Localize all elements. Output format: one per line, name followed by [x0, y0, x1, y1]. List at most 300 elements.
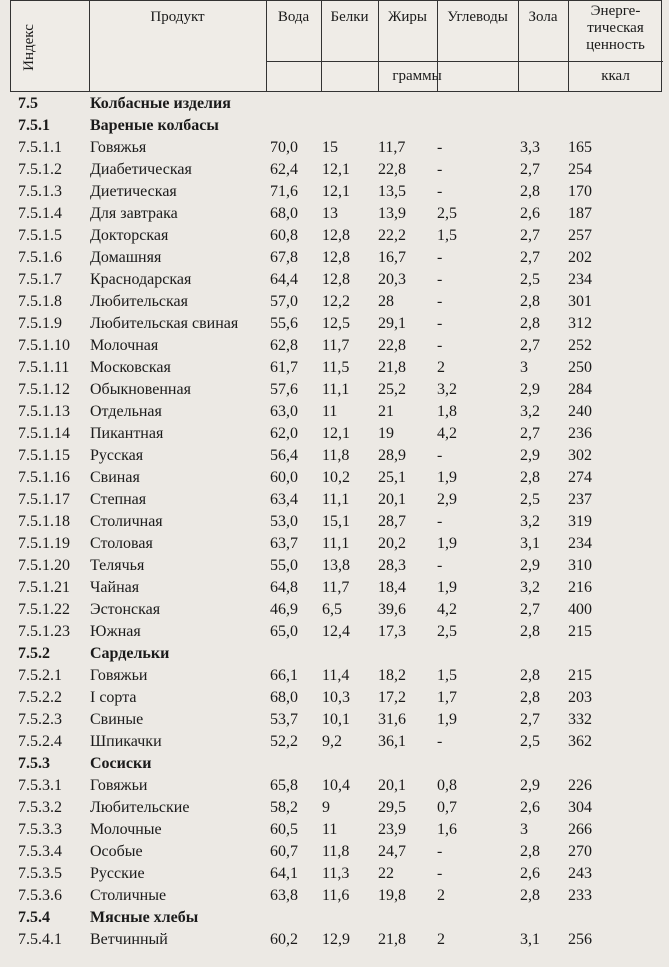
cell-protein: 11,6 — [322, 887, 350, 904]
cell-product: Столовая — [90, 535, 153, 552]
cell-index: 7.5.2.2 — [18, 689, 62, 706]
cell-ash: 2,8 — [520, 843, 540, 860]
table-row — [0, 774, 669, 796]
cell-index: 7.5.1.8 — [18, 293, 62, 310]
cell-fat: 36,1 — [378, 733, 406, 750]
cell-carbs: 1,6 — [437, 821, 457, 838]
cell-carbs: 4,2 — [437, 425, 457, 442]
cell-product: Говяжьи — [90, 667, 148, 684]
cell-ash: 2,8 — [520, 469, 540, 486]
cell-water: 46,9 — [270, 601, 298, 618]
cell-index: 7.5.1.22 — [18, 601, 70, 618]
cell-product: I сорта — [90, 689, 137, 706]
cell-carbs: - — [437, 557, 443, 574]
cell-kcal: 332 — [568, 711, 592, 728]
cell-fat: 25,2 — [378, 381, 406, 398]
cell-fat: 29,1 — [378, 315, 406, 332]
cell-protein: 12,9 — [322, 931, 350, 948]
cell-protein: 10,1 — [322, 711, 350, 728]
cell-kcal: 274 — [568, 469, 592, 486]
cell-water: 55,0 — [270, 557, 298, 574]
cell-ash: 2,7 — [520, 227, 540, 244]
cell-water: 58,2 — [270, 799, 298, 816]
cell-product: Пикантная — [90, 425, 164, 442]
cell-product: Телячья — [90, 557, 145, 574]
cell-kcal: 362 — [568, 733, 592, 750]
table-row — [0, 136, 669, 158]
table-row — [0, 598, 669, 620]
cell-kcal: 226 — [568, 777, 592, 794]
cell-index: 7.5.1.11 — [18, 359, 70, 376]
cell-carbs: - — [437, 337, 443, 354]
cell-kcal: 202 — [568, 249, 592, 266]
cell-ash: 2,5 — [520, 491, 540, 508]
cell-fat: 28,9 — [378, 447, 406, 464]
cell-kcal: 256 — [568, 931, 592, 948]
table-row — [0, 246, 669, 268]
cell-protein: 15,1 — [322, 513, 350, 530]
cell-fat: 23,9 — [378, 821, 406, 838]
cell-carbs: - — [437, 139, 443, 156]
cell-ash: 2,8 — [520, 623, 540, 640]
cell-carbs: - — [437, 447, 443, 464]
cell-kcal: 301 — [568, 293, 592, 310]
cell-water: 63,4 — [270, 491, 298, 508]
cell-carbs: - — [437, 733, 443, 750]
cell-carbs: - — [437, 271, 443, 288]
cell-ash: 3 — [520, 359, 528, 376]
cell-index: 7.5.4.1 — [18, 931, 62, 948]
cell-carbs: 0,7 — [437, 799, 457, 816]
cell-index: 7.5.1.2 — [18, 161, 62, 178]
cell-fat: 11,7 — [378, 139, 406, 156]
cell-water: 70,0 — [270, 139, 298, 156]
table-row — [0, 488, 669, 510]
cell-product: Столичная — [90, 513, 163, 530]
cell-protein: 12,1 — [322, 161, 350, 178]
cell-fat: 21,8 — [378, 359, 406, 376]
cell-carbs: 2 — [437, 359, 445, 376]
cell-index: 7.5.1.23 — [18, 623, 70, 640]
cell-water: 53,7 — [270, 711, 298, 728]
cell-product: Свиная — [90, 469, 140, 486]
cell-index: 7.5.2.4 — [18, 733, 62, 750]
cell-product: Сосиски — [90, 755, 152, 772]
cell-water: 53,0 — [270, 513, 298, 530]
cell-water: 61,7 — [270, 359, 298, 376]
cell-kcal: 266 — [568, 821, 592, 838]
table-row — [0, 444, 669, 466]
cell-carbs: 2,5 — [437, 205, 457, 222]
cell-carbs: 1,9 — [437, 469, 457, 486]
table-row — [0, 510, 669, 532]
cell-kcal: 250 — [568, 359, 592, 376]
header-carbs: Углеводы — [447, 9, 508, 25]
cell-product: Ветчинный — [90, 931, 168, 948]
section-heading — [0, 906, 669, 928]
table-row — [0, 422, 669, 444]
table-row — [0, 796, 669, 818]
cell-fat: 17,3 — [378, 623, 406, 640]
table-row — [0, 378, 669, 400]
cell-ash: 2,8 — [520, 887, 540, 904]
cell-index: 7.5.1 — [18, 117, 50, 134]
cell-product: Шпикачки — [90, 733, 162, 750]
cell-index: 7.5.3.3 — [18, 821, 62, 838]
table-row — [0, 334, 669, 356]
table-row — [0, 400, 669, 422]
cell-protein: 11,5 — [322, 359, 350, 376]
cell-fat: 21,8 — [378, 931, 406, 948]
cell-fat: 21 — [378, 403, 394, 420]
cell-protein: 11,1 — [322, 535, 350, 552]
cell-water: 66,1 — [270, 667, 298, 684]
table-row — [0, 862, 669, 884]
cell-ash: 2,5 — [520, 271, 540, 288]
cell-fat: 22,2 — [378, 227, 406, 244]
cell-carbs: 0,8 — [437, 777, 457, 794]
cell-index: 7.5.2.1 — [18, 667, 62, 684]
cell-carbs: 2,9 — [437, 491, 457, 508]
cell-water: 71,6 — [270, 183, 298, 200]
table-row — [0, 202, 669, 224]
cell-protein: 12,8 — [322, 249, 350, 266]
cell-fat: 31,6 — [378, 711, 406, 728]
cell-kcal: 215 — [568, 623, 592, 640]
cell-product: Говяжья — [90, 139, 147, 156]
cell-water: 62,8 — [270, 337, 298, 354]
cell-water: 64,4 — [270, 271, 298, 288]
cell-index: 7.5.1.18 — [18, 513, 70, 530]
cell-protein: 10,3 — [322, 689, 350, 706]
cell-kcal: 319 — [568, 513, 592, 530]
cell-kcal: 234 — [568, 535, 592, 552]
cell-fat: 18,2 — [378, 667, 406, 684]
header-ash: Зола — [528, 9, 558, 25]
cell-product: Столичные — [90, 887, 167, 904]
cell-product: Диабетическая — [90, 161, 192, 178]
cell-fat: 29,5 — [378, 799, 406, 816]
cell-product: Обыкновенная — [90, 381, 191, 398]
header-index: Индекс — [20, 23, 37, 71]
cell-product: Докторская — [90, 227, 169, 244]
cell-fat: 19,8 — [378, 887, 406, 904]
cell-carbs: 1,7 — [437, 689, 457, 706]
cell-index: 7.5.1.21 — [18, 579, 70, 596]
section-heading — [0, 752, 669, 774]
cell-ash: 2,8 — [520, 293, 540, 310]
cell-kcal: 234 — [568, 271, 592, 288]
cell-water: 60,5 — [270, 821, 298, 838]
cell-ash: 2,7 — [520, 601, 540, 618]
cell-water: 60,7 — [270, 843, 298, 860]
cell-product: Колбасные изделия — [90, 95, 231, 112]
cell-fat: 20,1 — [378, 491, 406, 508]
table-row — [0, 708, 669, 730]
cell-kcal: 187 — [568, 205, 592, 222]
cell-carbs: 3,2 — [437, 381, 457, 398]
cell-carbs: 1,5 — [437, 667, 457, 684]
cell-product: Домашняя — [90, 249, 162, 266]
cell-kcal: 304 — [568, 799, 592, 816]
cell-water: 67,8 — [270, 249, 298, 266]
cell-product: Особые — [90, 843, 143, 860]
cell-protein: 12,4 — [322, 623, 350, 640]
cell-water: 60,0 — [270, 469, 298, 486]
cell-kcal: 215 — [568, 667, 592, 684]
table-row — [0, 884, 669, 906]
cell-carbs: - — [437, 161, 443, 178]
cell-ash: 2,6 — [520, 799, 540, 816]
table-row — [0, 532, 669, 554]
cell-product: Молочная — [90, 337, 159, 354]
cell-kcal: 302 — [568, 447, 592, 464]
cell-index: 7.5.1.19 — [18, 535, 70, 552]
cell-ash: 2,6 — [520, 205, 540, 222]
table-row — [0, 818, 669, 840]
cell-protein: 11 — [322, 821, 338, 838]
table-row — [0, 620, 669, 642]
cell-index: 7.5.1.12 — [18, 381, 70, 398]
cell-water: 57,0 — [270, 293, 298, 310]
cell-kcal: 216 — [568, 579, 592, 596]
cell-water: 57,6 — [270, 381, 298, 398]
cell-kcal: 284 — [568, 381, 592, 398]
table-row — [0, 840, 669, 862]
table-header — [10, 0, 662, 92]
cell-carbs: - — [437, 865, 443, 882]
cell-carbs: - — [437, 315, 443, 332]
cell-index: 7.5 — [18, 95, 38, 112]
cell-index: 7.5.3.5 — [18, 865, 62, 882]
section-heading — [0, 92, 669, 114]
cell-fat: 22,8 — [378, 337, 406, 354]
cell-kcal: 243 — [568, 865, 592, 882]
cell-fat: 16,7 — [378, 249, 406, 266]
cell-ash: 3 — [520, 821, 528, 838]
header-kcal: ккал — [601, 68, 630, 84]
cell-product: Южная — [90, 623, 141, 640]
cell-ash: 2,5 — [520, 733, 540, 750]
cell-carbs: - — [437, 183, 443, 200]
cell-protein: 13,8 — [322, 557, 350, 574]
table-row — [0, 224, 669, 246]
cell-protein: 12,1 — [322, 183, 350, 200]
cell-water: 63,0 — [270, 403, 298, 420]
cell-fat: 25,1 — [378, 469, 406, 486]
cell-ash: 2,9 — [520, 557, 540, 574]
cell-ash: 2,8 — [520, 315, 540, 332]
cell-index: 7.5.3.6 — [18, 887, 62, 904]
cell-index: 7.5.4 — [18, 909, 50, 926]
cell-kcal: 233 — [568, 887, 592, 904]
cell-product: Любительская свиная — [90, 315, 239, 332]
cell-ash: 2,7 — [520, 337, 540, 354]
cell-index: 7.5.2.3 — [18, 711, 62, 728]
header-protein: Белки — [330, 9, 369, 25]
cell-fat: 20,3 — [378, 271, 406, 288]
cell-index: 7.5.2 — [18, 645, 50, 662]
cell-water: 60,2 — [270, 931, 298, 948]
cell-product: Свиные — [90, 711, 144, 728]
cell-carbs: - — [437, 293, 443, 310]
cell-water: 63,8 — [270, 887, 298, 904]
cell-index: 7.5.1.17 — [18, 491, 70, 508]
cell-product: Степная — [90, 491, 147, 508]
cell-kcal: 252 — [568, 337, 592, 354]
cell-product: Молочные — [90, 821, 162, 838]
cell-index: 7.5.1.1 — [18, 139, 62, 156]
section-heading — [0, 642, 669, 664]
header-energy: Энерге- тическая ценность — [586, 3, 645, 53]
cell-product: Краснодарская — [90, 271, 192, 288]
table-row — [0, 576, 669, 598]
cell-index: 7.5.1.3 — [18, 183, 62, 200]
cell-product: Чайная — [90, 579, 140, 596]
cell-carbs: 1,8 — [437, 403, 457, 420]
cell-kcal: 270 — [568, 843, 592, 860]
cell-protein: 11,1 — [322, 381, 350, 398]
table-row — [0, 158, 669, 180]
cell-ash: 2,9 — [520, 447, 540, 464]
cell-ash: 2,9 — [520, 777, 540, 794]
cell-fat: 13,9 — [378, 205, 406, 222]
cell-protein: 10,2 — [322, 469, 350, 486]
cell-product: Отдельная — [90, 403, 162, 420]
cell-fat: 17,2 — [378, 689, 406, 706]
cell-carbs: 1,9 — [437, 711, 457, 728]
cell-product: Для завтрака — [90, 205, 178, 222]
cell-protein: 11,1 — [322, 491, 350, 508]
table-row — [0, 664, 669, 686]
cell-kcal: 310 — [568, 557, 592, 574]
cell-protein: 13 — [322, 205, 338, 222]
cell-water: 60,8 — [270, 227, 298, 244]
cell-ash: 2,7 — [520, 249, 540, 266]
cell-protein: 9 — [322, 799, 330, 816]
cell-protein: 12,8 — [322, 271, 350, 288]
cell-carbs: - — [437, 249, 443, 266]
cell-kcal: 203 — [568, 689, 592, 706]
cell-product: Вареные колбасы — [90, 117, 219, 134]
cell-water: 68,0 — [270, 205, 298, 222]
cell-protein: 11,8 — [322, 843, 350, 860]
cell-protein: 11,3 — [322, 865, 350, 882]
cell-fat: 28,7 — [378, 513, 406, 530]
cell-protein: 12,1 — [322, 425, 350, 442]
cell-kcal: 236 — [568, 425, 592, 442]
cell-carbs: - — [437, 843, 443, 860]
cell-fat: 28,3 — [378, 557, 406, 574]
cell-water: 55,6 — [270, 315, 298, 332]
cell-product: Русская — [90, 447, 144, 464]
cell-water: 56,4 — [270, 447, 298, 464]
cell-protein: 10,4 — [322, 777, 350, 794]
cell-kcal: 165 — [568, 139, 592, 156]
cell-water: 64,8 — [270, 579, 298, 596]
cell-ash: 2,7 — [520, 711, 540, 728]
cell-kcal: 257 — [568, 227, 592, 244]
cell-product: Мясные хлебы — [90, 909, 199, 926]
cell-kcal: 237 — [568, 491, 592, 508]
cell-water: 63,7 — [270, 535, 298, 552]
cell-product: Говяжьи — [90, 777, 148, 794]
cell-kcal: 312 — [568, 315, 592, 332]
cell-index: 7.5.1.5 — [18, 227, 62, 244]
cell-product: Русские — [90, 865, 145, 882]
cell-product: Любительские — [90, 799, 190, 816]
cell-carbs: 2 — [437, 931, 445, 948]
cell-protein: 12,2 — [322, 293, 350, 310]
cell-fat: 20,1 — [378, 777, 406, 794]
cell-index: 7.5.1.15 — [18, 447, 70, 464]
cell-product: Диетическая — [90, 183, 177, 200]
cell-fat: 24,7 — [378, 843, 406, 860]
cell-ash: 3,2 — [520, 513, 540, 530]
cell-water: 62,0 — [270, 425, 298, 442]
cell-carbs: 1,9 — [437, 579, 457, 596]
cell-kcal: 400 — [568, 601, 592, 618]
cell-kcal: 254 — [568, 161, 592, 178]
table-row — [0, 928, 669, 950]
table-row — [0, 356, 669, 378]
cell-carbs: - — [437, 513, 443, 530]
cell-index: 7.5.1.14 — [18, 425, 70, 442]
cell-fat: 19 — [378, 425, 394, 442]
header-fat: Жиры — [387, 9, 428, 25]
cell-index: 7.5.3.4 — [18, 843, 62, 860]
cell-fat: 20,2 — [378, 535, 406, 552]
cell-carbs: 2,5 — [437, 623, 457, 640]
cell-index: 7.5.3.1 — [18, 777, 62, 794]
table-row — [0, 290, 669, 312]
cell-ash: 3,2 — [520, 579, 540, 596]
cell-index: 7.5.1.16 — [18, 469, 70, 486]
cell-carbs: 4,2 — [437, 601, 457, 618]
cell-protein: 12,5 — [322, 315, 350, 332]
cell-carbs: 1,9 — [437, 535, 457, 552]
cell-protein: 11,8 — [322, 447, 350, 464]
cell-product: Эстонская — [90, 601, 161, 618]
cell-kcal: 240 — [568, 403, 592, 420]
cell-index: 7.5.3.2 — [18, 799, 62, 816]
table-body — [0, 92, 669, 950]
cell-index: 7.5.1.7 — [18, 271, 62, 288]
section-heading — [0, 114, 669, 136]
cell-kcal: 170 — [568, 183, 592, 200]
cell-index: 7.5.3 — [18, 755, 50, 772]
cell-index: 7.5.1.6 — [18, 249, 62, 266]
cell-carbs: 1,5 — [437, 227, 457, 244]
cell-ash: 2,8 — [520, 183, 540, 200]
cell-ash: 2,8 — [520, 689, 540, 706]
table-row — [0, 312, 669, 334]
cell-ash: 3,1 — [520, 535, 540, 552]
cell-index: 7.5.1.9 — [18, 315, 62, 332]
cell-fat: 13,5 — [378, 183, 406, 200]
cell-water: 52,2 — [270, 733, 298, 750]
header-water: Вода — [277, 9, 310, 25]
cell-water: 65,0 — [270, 623, 298, 640]
table-row — [0, 268, 669, 290]
cell-water: 62,4 — [270, 161, 298, 178]
cell-index: 7.5.1.20 — [18, 557, 70, 574]
cell-water: 65,8 — [270, 777, 298, 794]
cell-product: Сардельки — [90, 645, 170, 662]
cell-protein: 11,7 — [322, 579, 350, 596]
table-row — [0, 554, 669, 576]
header-product: Продукт — [150, 9, 205, 25]
